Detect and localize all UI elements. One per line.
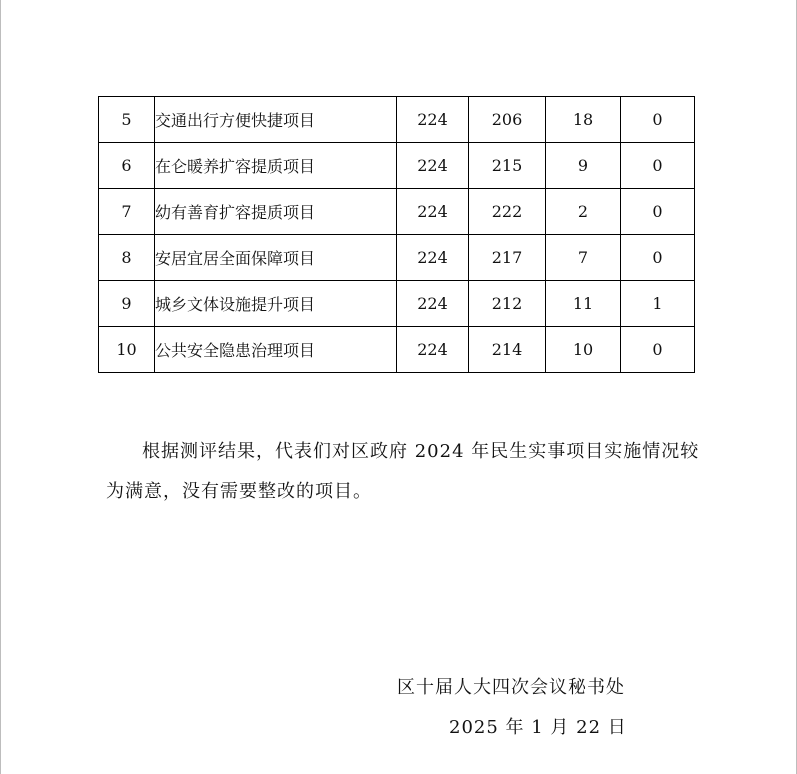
table-row xyxy=(99,281,695,327)
unsatisfied-count: 0 xyxy=(621,97,695,143)
row-number: 10 xyxy=(99,327,155,373)
unsatisfied-count: 1 xyxy=(621,281,695,327)
signature-block xyxy=(397,668,627,748)
row-number: 9 xyxy=(99,281,155,327)
evaluation-table xyxy=(98,96,695,373)
project-name: 幼有善育扩容提质项目 xyxy=(155,189,397,235)
total-votes: 224 xyxy=(397,327,469,373)
basically-satisfied-count: 2 xyxy=(546,189,621,235)
project-name: 安居宜居全面保障项目 xyxy=(155,235,397,281)
basically-satisfied-count: 11 xyxy=(546,281,621,327)
satisfied-count: 212 xyxy=(469,281,546,327)
project-name: 公共安全隐患治理项目 xyxy=(155,327,397,373)
table-row xyxy=(99,327,695,373)
satisfied-count: 214 xyxy=(469,327,546,373)
total-votes: 224 xyxy=(397,235,469,281)
conclusion-paragraph xyxy=(106,432,706,512)
project-name: 在仑暖养扩容提质项目 xyxy=(155,143,397,189)
total-votes: 224 xyxy=(397,143,469,189)
row-number: 5 xyxy=(99,97,155,143)
page-border-left xyxy=(0,0,1,774)
unsatisfied-count: 0 xyxy=(621,235,695,281)
satisfied-count: 215 xyxy=(469,143,546,189)
unsatisfied-count: 0 xyxy=(621,143,695,189)
table-row xyxy=(99,189,695,235)
unsatisfied-count: 0 xyxy=(621,327,695,373)
basically-satisfied-count: 10 xyxy=(546,327,621,373)
issuing-organization: 区十届人大四次会议秘书处 xyxy=(397,677,625,698)
conclusion-text: 根据测评结果，代表们对区政府 2024 年民生实事项目实施情况较为满意，没有需要整改的项目。 xyxy=(106,441,700,502)
project-name: 交通出行方便快捷项目 xyxy=(155,97,397,143)
table-row xyxy=(99,143,695,189)
unsatisfied-count: 0 xyxy=(621,189,695,235)
total-votes: 224 xyxy=(397,189,469,235)
basically-satisfied-count: 9 xyxy=(546,143,621,189)
table-row xyxy=(99,97,695,143)
project-name: 城乡文体设施提升项目 xyxy=(155,281,397,327)
issue-date: 2025 年 1 月 22 日 xyxy=(449,717,627,738)
basically-satisfied-count: 7 xyxy=(546,235,621,281)
basically-satisfied-count: 18 xyxy=(546,97,621,143)
row-number: 8 xyxy=(99,235,155,281)
total-votes: 224 xyxy=(397,281,469,327)
satisfied-count: 217 xyxy=(469,235,546,281)
total-votes: 224 xyxy=(397,97,469,143)
satisfied-count: 222 xyxy=(469,189,546,235)
row-number: 7 xyxy=(99,189,155,235)
satisfied-count: 206 xyxy=(469,97,546,143)
row-number: 6 xyxy=(99,143,155,189)
table-row xyxy=(99,235,695,281)
